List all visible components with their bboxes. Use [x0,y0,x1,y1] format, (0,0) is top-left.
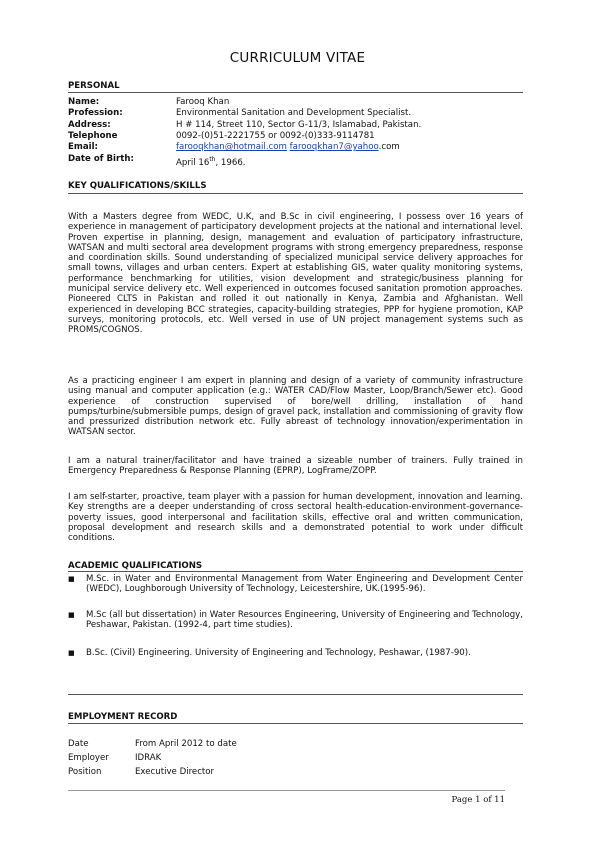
qualifications-rule [68,193,523,194]
dob-label: Date of Birth: [68,154,134,164]
dob-suffix: th [209,156,216,163]
document-title: CURRICULUM VITAE [229,50,366,66]
personal-row-profession [68,108,528,119]
profession-label: Profession: [68,108,123,118]
dob-day: April 16 [176,157,210,168]
personal-row-name [68,97,528,108]
personal-heading: PERSONAL [68,81,120,91]
page-number: Page 1 of 11 [451,795,505,805]
employment-row-employer [68,753,368,764]
qualifications-heading: KEY QUALIFICATIONS/SKILLS [68,181,207,191]
qualifications-paragraph-3: I am a natural trainer/facilitator and have trained a sizeable number of trainers. Fully trained in Emergency Preparedness & Response Planning (EPRP), LogFrame/ZOPP. [68,456,523,477]
personal-row-address [68,120,528,131]
personal-row-telephone [68,131,528,142]
address-value: H # 114, Street 110, Sector G-11/3, Islamabad, Pakistan. [176,120,422,130]
employer-label: Employer [68,753,109,763]
email-link-hotmail[interactable]: farooqkhan@hotmail.com [176,142,287,152]
academic-rule [68,571,523,572]
employment-row-date [68,739,368,750]
position-label: Position [68,767,102,777]
bullet-icon: ■ [68,611,75,619]
academic-heading: ACADEMIC QUALIFICATIONS [68,561,203,571]
qualifications-paragraph-4: I am self-starter, proactive, team player with a passion for human development, innovation and learning. Key strengths are a deeper understanding of cross sectoral health-education-environment-governance-poverty issues, good interpersonal and facilitation skills, effective oral and written communication, proposal development and research skills and a demonstrated potential to work under difficult conditions. [68,492,523,544]
dob-value [176,154,246,169]
employment-rule [68,723,523,724]
dob-rest: , 1966. [215,157,246,168]
footer-rule [68,790,505,791]
academic-item-3-text: B.Sc. (Civil) Engineering. University of Engineering and Technology, Peshawar, (1987-90). [86,648,471,658]
name-label: Name: [68,97,100,107]
academic-item-1-text: M.Sc. in Water and Environmental Management from Water Engineering and Development Center (WEDC), Loughborough University of Technology, Leicestershire, UK.(1995-96). [86,574,523,595]
email-value [176,142,400,153]
academic-item-2-text: M.Sc (all but dissertation) in Water Resources Engineering, University of Engineering and Technology, Peshawar, Pakistan. (1992-4, part time studies). [86,610,523,631]
personal-rule [68,92,523,93]
bullet-icon: ■ [68,575,75,583]
employment-heading: EMPLOYMENT RECORD [68,712,178,722]
qualifications-paragraph-1: With a Masters degree from WEDC, U.K, and B.Sc in civil engineering, I possess over 16 years of experience in management of participatory development projects at the national and international level. Proven expertise in planning, design, management and evaluation of participatory infrastructure, WATSAN and multi sectoral area development programs with strong emergency preparedness, response and coordination skills. Sound understanding of specialized municipal service delivery approaches for small towns, villages and urban centers. Expert at establishing GIS, water quality monitoring systems, performance benchmarking for utilities, vision development and strategic/business planning for municipal service delivery etc. Well experienced in outcomes focused sanitation promotion approaches. Pioneered CLTS in Pakistan and rolled it out nationally in Kenya, Zambia and Afghanistan. Well experienced in developing BCC strategies, capacity-building strategies, PPP for hygiene promotion, KAP surveys, monitoring protocols, etc. Well versed in use of UN project management systems such as PROMS/COGNOS. [68,212,523,336]
telephone-value: 0092-(0)51-2221755 or 0092-(0)333-9114781 [176,131,375,141]
employer-value: IDRAK [135,753,162,763]
email-suffix: .com [378,142,400,152]
personal-row-email [68,142,528,153]
email-link-yahoo[interactable]: farooqkhan7@yahoo [289,142,379,152]
telephone-label: Telephone [68,131,118,141]
email-label: Email: [68,142,98,152]
name-value: Farooq Khan [176,97,230,107]
employment-row-position [68,767,368,778]
date-label: Date [68,739,89,749]
date-value: From April 2012 to date [135,739,237,749]
personal-row-dob [68,154,528,168]
qualifications-paragraph-2: As a practicing engineer I am expert in planning and design of a variety of community infrastructure using manual and computer application (e.g.: WATER CAD/Flow Master, Loop/Branch/Sewer etc). Good experience of construction supervised of bore/well drilling, installation of hand pumps/turbine/submersible pumps, design of gravel pack, installation and commissioning of gravity flow and pressurized distribution network etc. Fully abreast of technology innovation/experimentation in WATSAN sector. [68,376,523,438]
academic-end-rule [68,694,523,695]
profession-value: Environmental Sanitation and Development Specialist. [176,108,412,118]
position-value: Executive Director [135,767,215,777]
address-label: Address: [68,120,111,130]
bullet-icon: ■ [68,649,75,657]
